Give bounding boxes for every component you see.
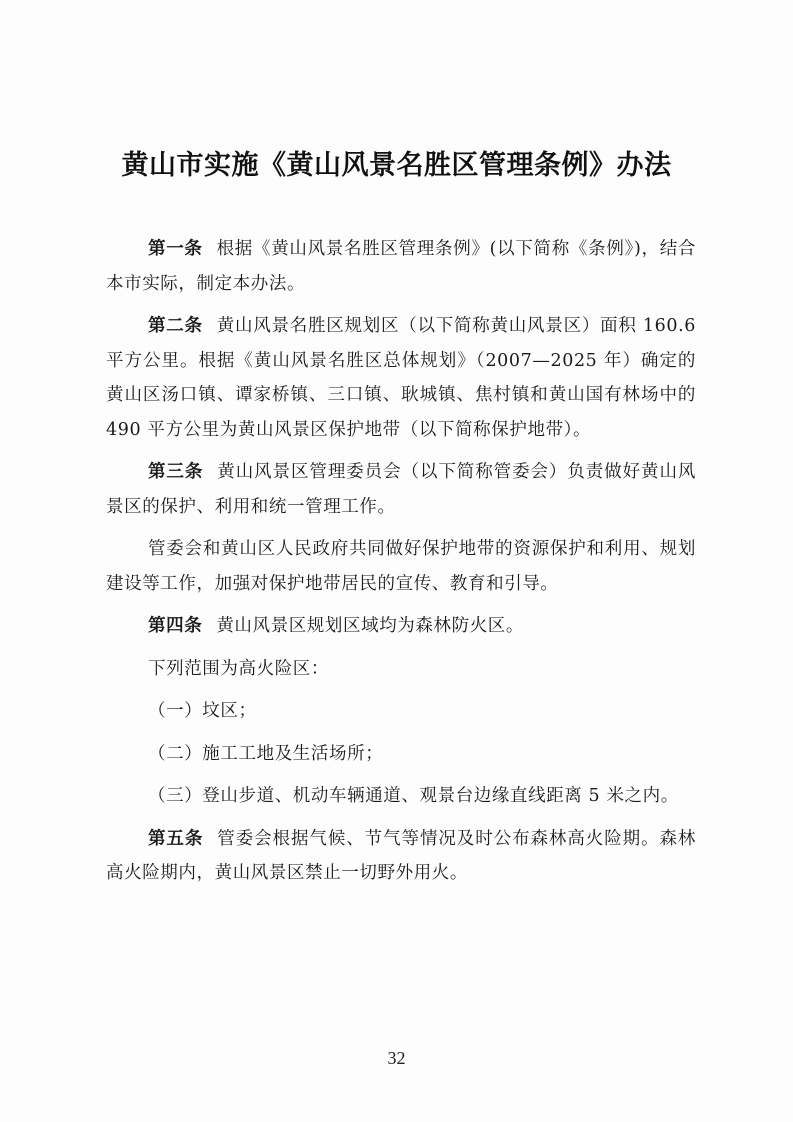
paragraph-text: 下列范围为高火险区： xyxy=(148,658,329,679)
paragraph-high-risk-intro xyxy=(106,652,696,687)
paragraph-text: 管委会和黄山区人民政府共同做好保护地带的资源保护和利用、规划建设等工作，加强对保护地带居民的宣传、教育和引导。 xyxy=(106,539,696,594)
paragraph-article-1 xyxy=(106,232,696,301)
paragraph-text: 黄山风景名胜区规划区（以下简称黄山风景区）面积 160.6 平方公里。根据《黄山风景名胜区总体规划》（2007—2025 年）确定的黄山区汤口镇、谭家桥镇、三口镇、耿城镇、焦村镇和黄山国有林场中的 490 平方公里为黄山风景区保护地带（以下简称保护地带）。 xyxy=(106,316,696,440)
article-heading: 第五条 xyxy=(148,828,204,849)
list-item-1 xyxy=(106,694,696,729)
article-heading: 第四条 xyxy=(148,616,203,636)
paragraph-text: 黄山风景区管理委员会（以下简称管委会）负责做好黄山风景区的保护、利用和统一管理工作。 xyxy=(106,462,696,517)
paragraph-text: 根据《黄山风景名胜区管理条例》(以下简称《条例》)，结合本市实际，制定本办法。 xyxy=(106,239,696,294)
article-heading: 第一条 xyxy=(148,239,203,259)
paragraph-article-3-continued xyxy=(106,532,696,601)
paragraph-article-3 xyxy=(106,455,696,524)
paragraph-article-4 xyxy=(106,609,696,644)
document-body xyxy=(106,232,696,899)
paragraph-text: 管委会根据气候、节气等情况及时公布森林高火险期。森林高火险期内，黄山风景区禁止一切野外用火。 xyxy=(106,828,696,883)
article-heading: 第二条 xyxy=(148,316,203,336)
article-heading: 第三条 xyxy=(148,462,204,482)
paragraph-text: （二）施工工地及生活场所； xyxy=(148,743,384,764)
list-item-2 xyxy=(106,737,696,772)
paragraph-text: （三）登山步道、机动车辆通道、观景台边缘直线距离 5 米之内。 xyxy=(148,786,679,806)
document-title: 黄山市实施《黄山风景名胜区管理条例》办法 xyxy=(121,150,672,181)
page-number: 32 xyxy=(387,1048,406,1068)
paragraph-text: （一）坟区； xyxy=(148,701,257,721)
paragraph-article-5 xyxy=(106,822,696,891)
list-item-3 xyxy=(106,779,696,814)
paragraph-text: 黄山风景区规划区域均为森林防火区。 xyxy=(216,616,525,636)
paragraph-article-2 xyxy=(106,309,696,447)
